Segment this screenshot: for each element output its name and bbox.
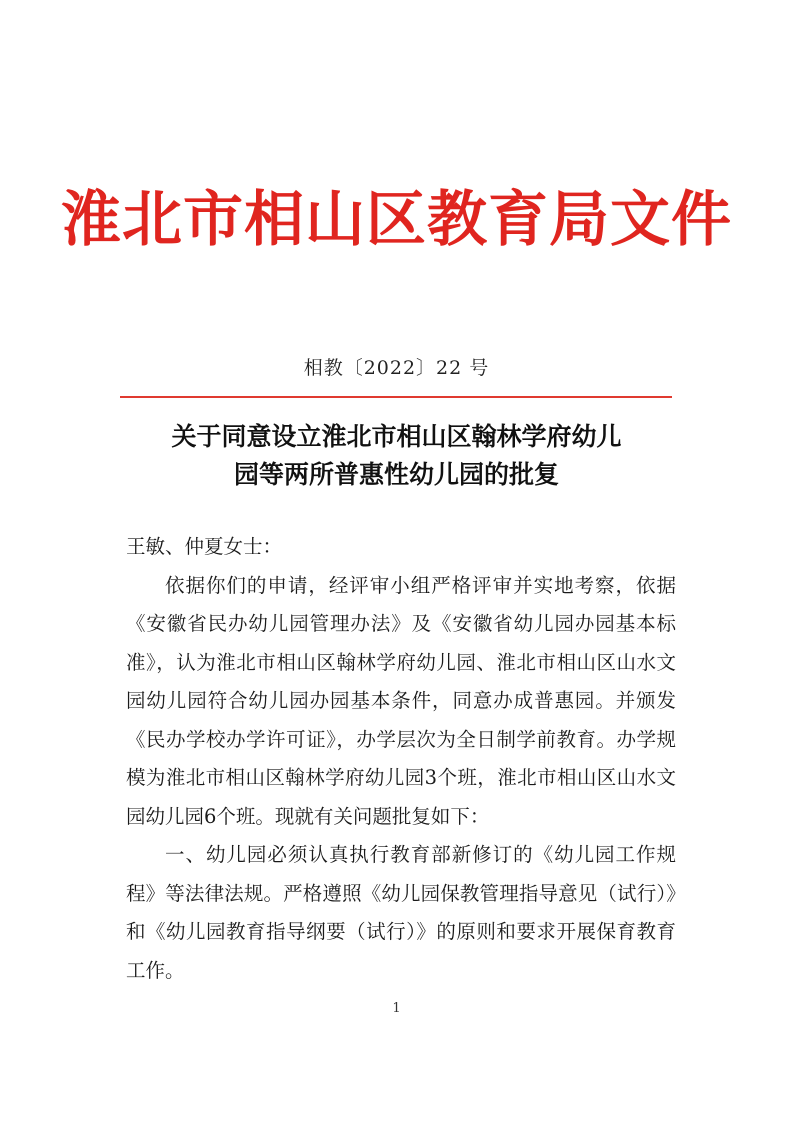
red-divider-line — [120, 396, 672, 398]
salutation: 王敏、仲夏女士： — [126, 535, 283, 558]
document-masthead: 淮北市相山区教育局文件 — [61, 185, 732, 255]
document-title — [100, 418, 693, 494]
title-line-2: 园等两所普惠性幼儿园的批复 — [233, 460, 559, 489]
body-paragraph-1: 依据你们的申请，经评审小组严格评审并实地考察，依据《安徽省民办幼儿园管理办法》及《安徽省幼儿园办园基本标准》，认为淮北市相山区翰林学府幼儿园、淮北市相山区山水文园幼儿园符合幼儿园办园基本条件，同意办成普惠园。并颁发《民办学校办学许可证》，办学层次为全日制学前教育。办学规模为淮北市相山区翰林学府幼儿园3个班，淮北市相山区山水文园幼儿园6个班。现就有关问题批复如下： — [126, 573, 676, 828]
document-body — [126, 528, 676, 990]
page-number: 1 — [392, 1001, 401, 1016]
body-paragraph-2: 一、幼儿园必须认真执行教育部新修订的《幼儿园工作规程》等法律法规。严格遵照《幼儿园保教管理指导意见（试行）》和《幼儿园教育指导纲要（试行）》的原则和要求开展保育教育工作。 — [126, 843, 676, 982]
document-number: 相教〔2022〕22 号 — [303, 357, 490, 379]
title-line-1: 关于同意设立淮北市相山区翰林学府幼儿 — [171, 422, 622, 451]
